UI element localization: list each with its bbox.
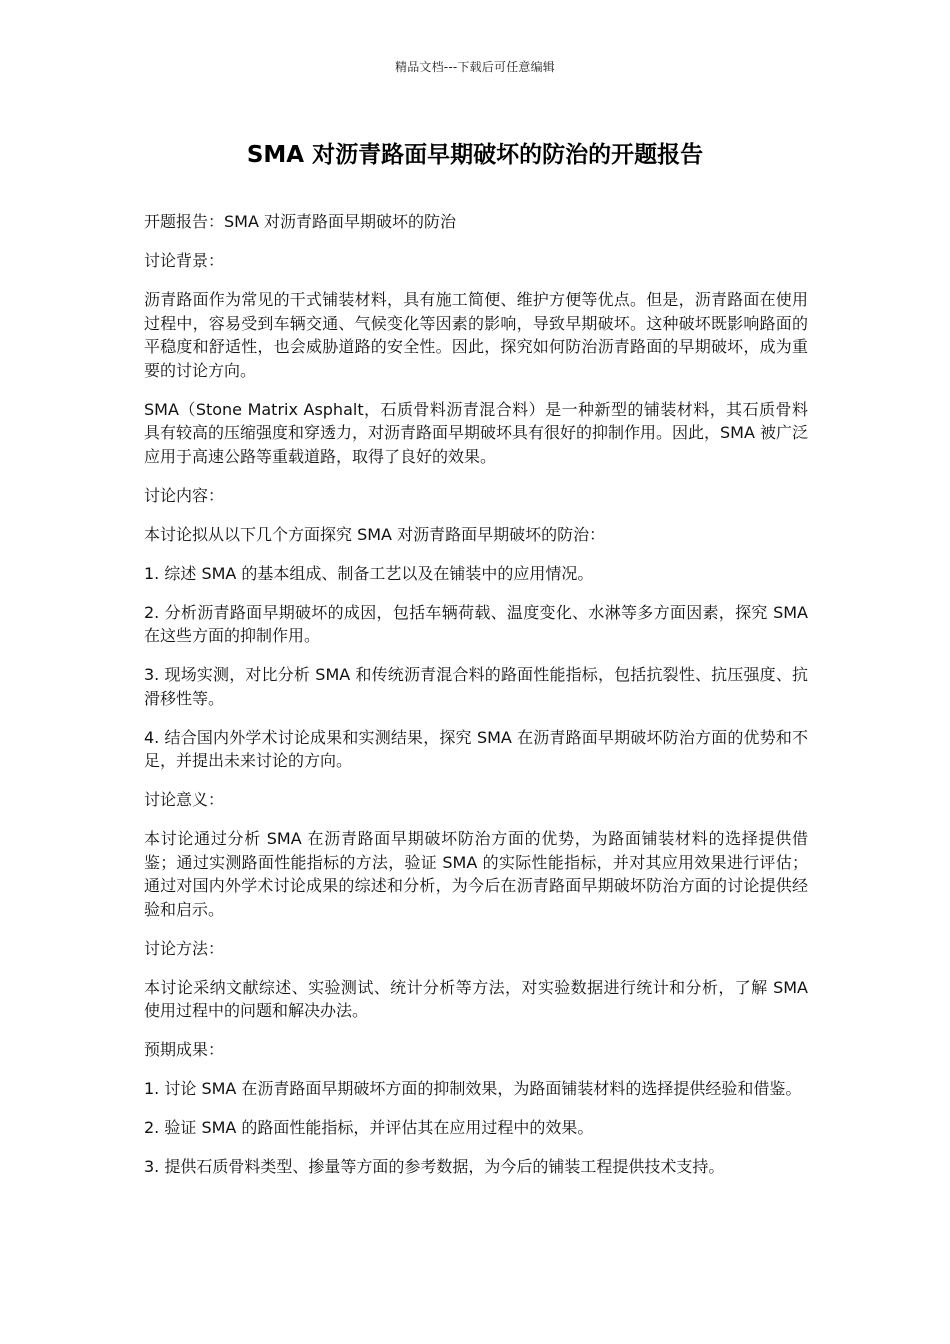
- paragraph-method: 本讨论采纳文献综述、实验测试、统计分析等方法，对实验数据进行统计和分析，了解 SMA 使用过程中的问题和解决办法。: [144, 977, 808, 1020]
- header-note: 精品文档---下载后可任意编辑: [395, 60, 555, 74]
- list-item-result-2: 2. 验证 SMA 的路面性能指标，并评估其在应用过程中的效果。: [144, 1118, 594, 1137]
- list-item-content-1: 1. 综述 SMA 的基本组成、制备工艺以及在铺装中的应用情况。: [144, 563, 594, 583]
- heading-method: 讨论方法：: [144, 938, 225, 958]
- list-item-result-1: 1. 讨论 SMA 在沥青路面早期破坏方面的抑制效果，为路面铺装材料的选择提供经验和借鉴。: [144, 1079, 802, 1098]
- paragraph-background-1: 沥青路面作为常见的干式铺装材料，具有施工简便、维护方便等优点。但是，沥青路面在使用过程中，容易受到车辆交通、气候变化等因素的影响，导致早期破坏。这种破坏既影响路面的平稳度和舒适性，也会威胁道路的安全性。因此，探究如何防治沥青路面的早期破坏，成为重要的讨论方向。: [144, 290, 808, 380]
- list-item-content-3: 3. 现场实测，对比分析 SMA 和传统沥青混合料的路面性能指标，包括抗裂性、抗压强度、抗滑移性等。: [144, 665, 808, 708]
- list-item-content-4: 4. 结合国内外学术讨论成果和实测结果，探究 SMA 在沥青路面早期破坏防治方面的优势和不足，并提出未来讨论的方向。: [144, 727, 808, 770]
- heading-significance: 讨论意义：: [144, 790, 225, 809]
- heading-background: 讨论背景：: [144, 251, 225, 270]
- list-item-result-3: 3. 提供石质骨料类型、掺量等方面的参考数据，为今后的铺装工程提供技术支持。: [144, 1157, 725, 1176]
- heading-content: 讨论内容：: [144, 485, 225, 505]
- paragraph-report-title: 开题报告：SMA 对沥青路面早期破坏的防治: [144, 212, 456, 231]
- paragraph-significance: 本讨论通过分析 SMA 在沥青路面早期破坏防治方面的优势，为路面铺装材料的选择提供借鉴；通过实测路面性能指标的方法，验证 SMA 的实际性能指标，并对其应用效果进行评估；通过对国内外学术讨论成果的综述和分析，为今后在沥青路面早期破坏防治方面的讨论提供经验和启示。: [144, 829, 808, 919]
- document-body: [144, 210, 808, 1194]
- paragraph-content-intro: 本讨论拟从以下几个方面探究 SMA 对沥青路面早期破坏的防治：: [144, 524, 606, 544]
- document-title: SMA 对沥青路面早期破坏的防治的开题报告: [246, 142, 704, 168]
- heading-expected-results: 预期成果：: [144, 1040, 225, 1059]
- list-item-content-2: 2. 分析沥青路面早期破坏的成因，包括车辆荷载、温度变化、水淋等多方面因素，探究 SMA 在这些方面的抑制作用。: [144, 602, 808, 645]
- paragraph-background-2: SMA（Stone Matrix Asphalt，石质骨料沥青混合料）是一种新型的铺装材料，其石质骨料具有较高的压缩强度和穿透力，对沥青路面早期破坏具有很好的抑制作用。因此，SMA 被广泛应用于高速公路等重载道路，取得了良好的效果。: [144, 399, 808, 466]
